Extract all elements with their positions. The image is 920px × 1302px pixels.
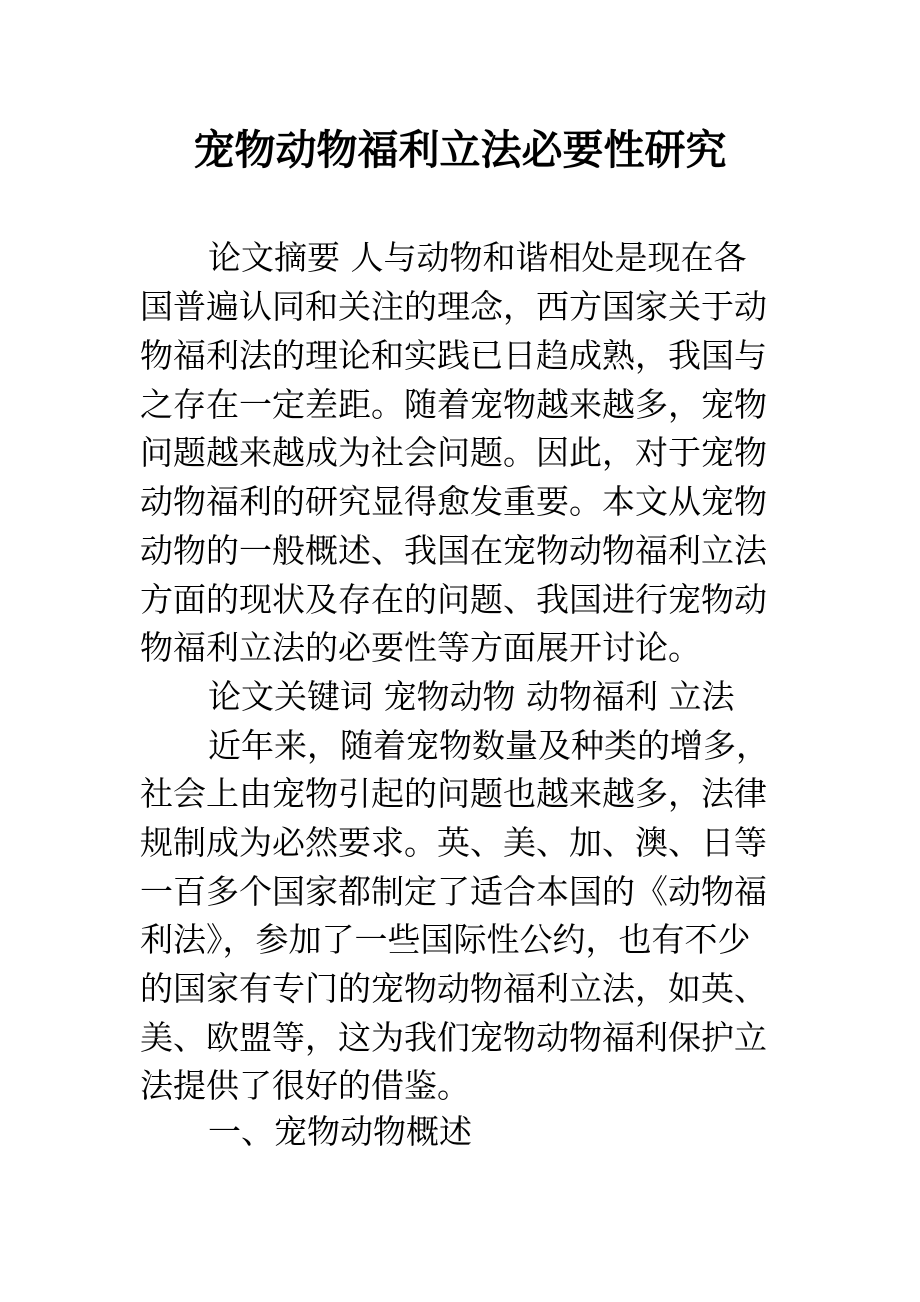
abstract-line-8: 方面的现状及存在的问题、我国进行宠物动 (140, 580, 767, 619)
keywords-line: 论文关键词 宠物动物 动物福利 立法 (208, 677, 735, 716)
body-line-2: 社会上由宠物引起的问题也越来越多，法律 (140, 774, 767, 813)
body-line-7: 美、欧盟等，这为我们宠物动物福利保护立 (140, 1018, 767, 1057)
abstract-line-7: 动物的一般概述、我国在宠物动物福利立法 (140, 531, 767, 570)
section-heading-1: 一、宠物动物概述 (208, 1112, 472, 1151)
body-line-6: 的国家有专门的宠物动物福利立法，如英、 (140, 969, 767, 1008)
document-title: 宠物动物福利立法必要性研究 (193, 126, 727, 174)
body-line-8: 法提供了很好的借鉴。 (140, 1066, 470, 1105)
body-line-3: 规制成为必然要求。英、美、加、澳、日等 (140, 823, 767, 862)
abstract-line-6: 动物福利的研究显得愈发重要。本文从宠物 (140, 482, 767, 521)
abstract-line-3: 物福利法的理论和实践已日趋成熟，我国与 (140, 336, 767, 375)
abstract-line-9: 物福利立法的必要性等方面展开讨论。 (140, 628, 701, 667)
body-line-4: 一百多个国家都制定了适合本国的《动物福 (140, 872, 767, 911)
abstract-line-2: 国普遍认同和关注的理念，西方国家关于动 (140, 287, 767, 326)
body-line-1: 近年来，随着宠物数量及种类的增多， (208, 726, 769, 765)
abstract-line-1: 论文摘要 人与动物和谐相处是现在各 (208, 238, 747, 277)
abstract-line-4: 之存在一定差距。随着宠物越来越多，宠物 (140, 385, 767, 424)
body-line-5: 利法》，参加了一些国际性公约，也有不少 (140, 920, 751, 959)
abstract-line-5: 问题越来越成为社会问题。因此，对于宠物 (140, 433, 767, 472)
